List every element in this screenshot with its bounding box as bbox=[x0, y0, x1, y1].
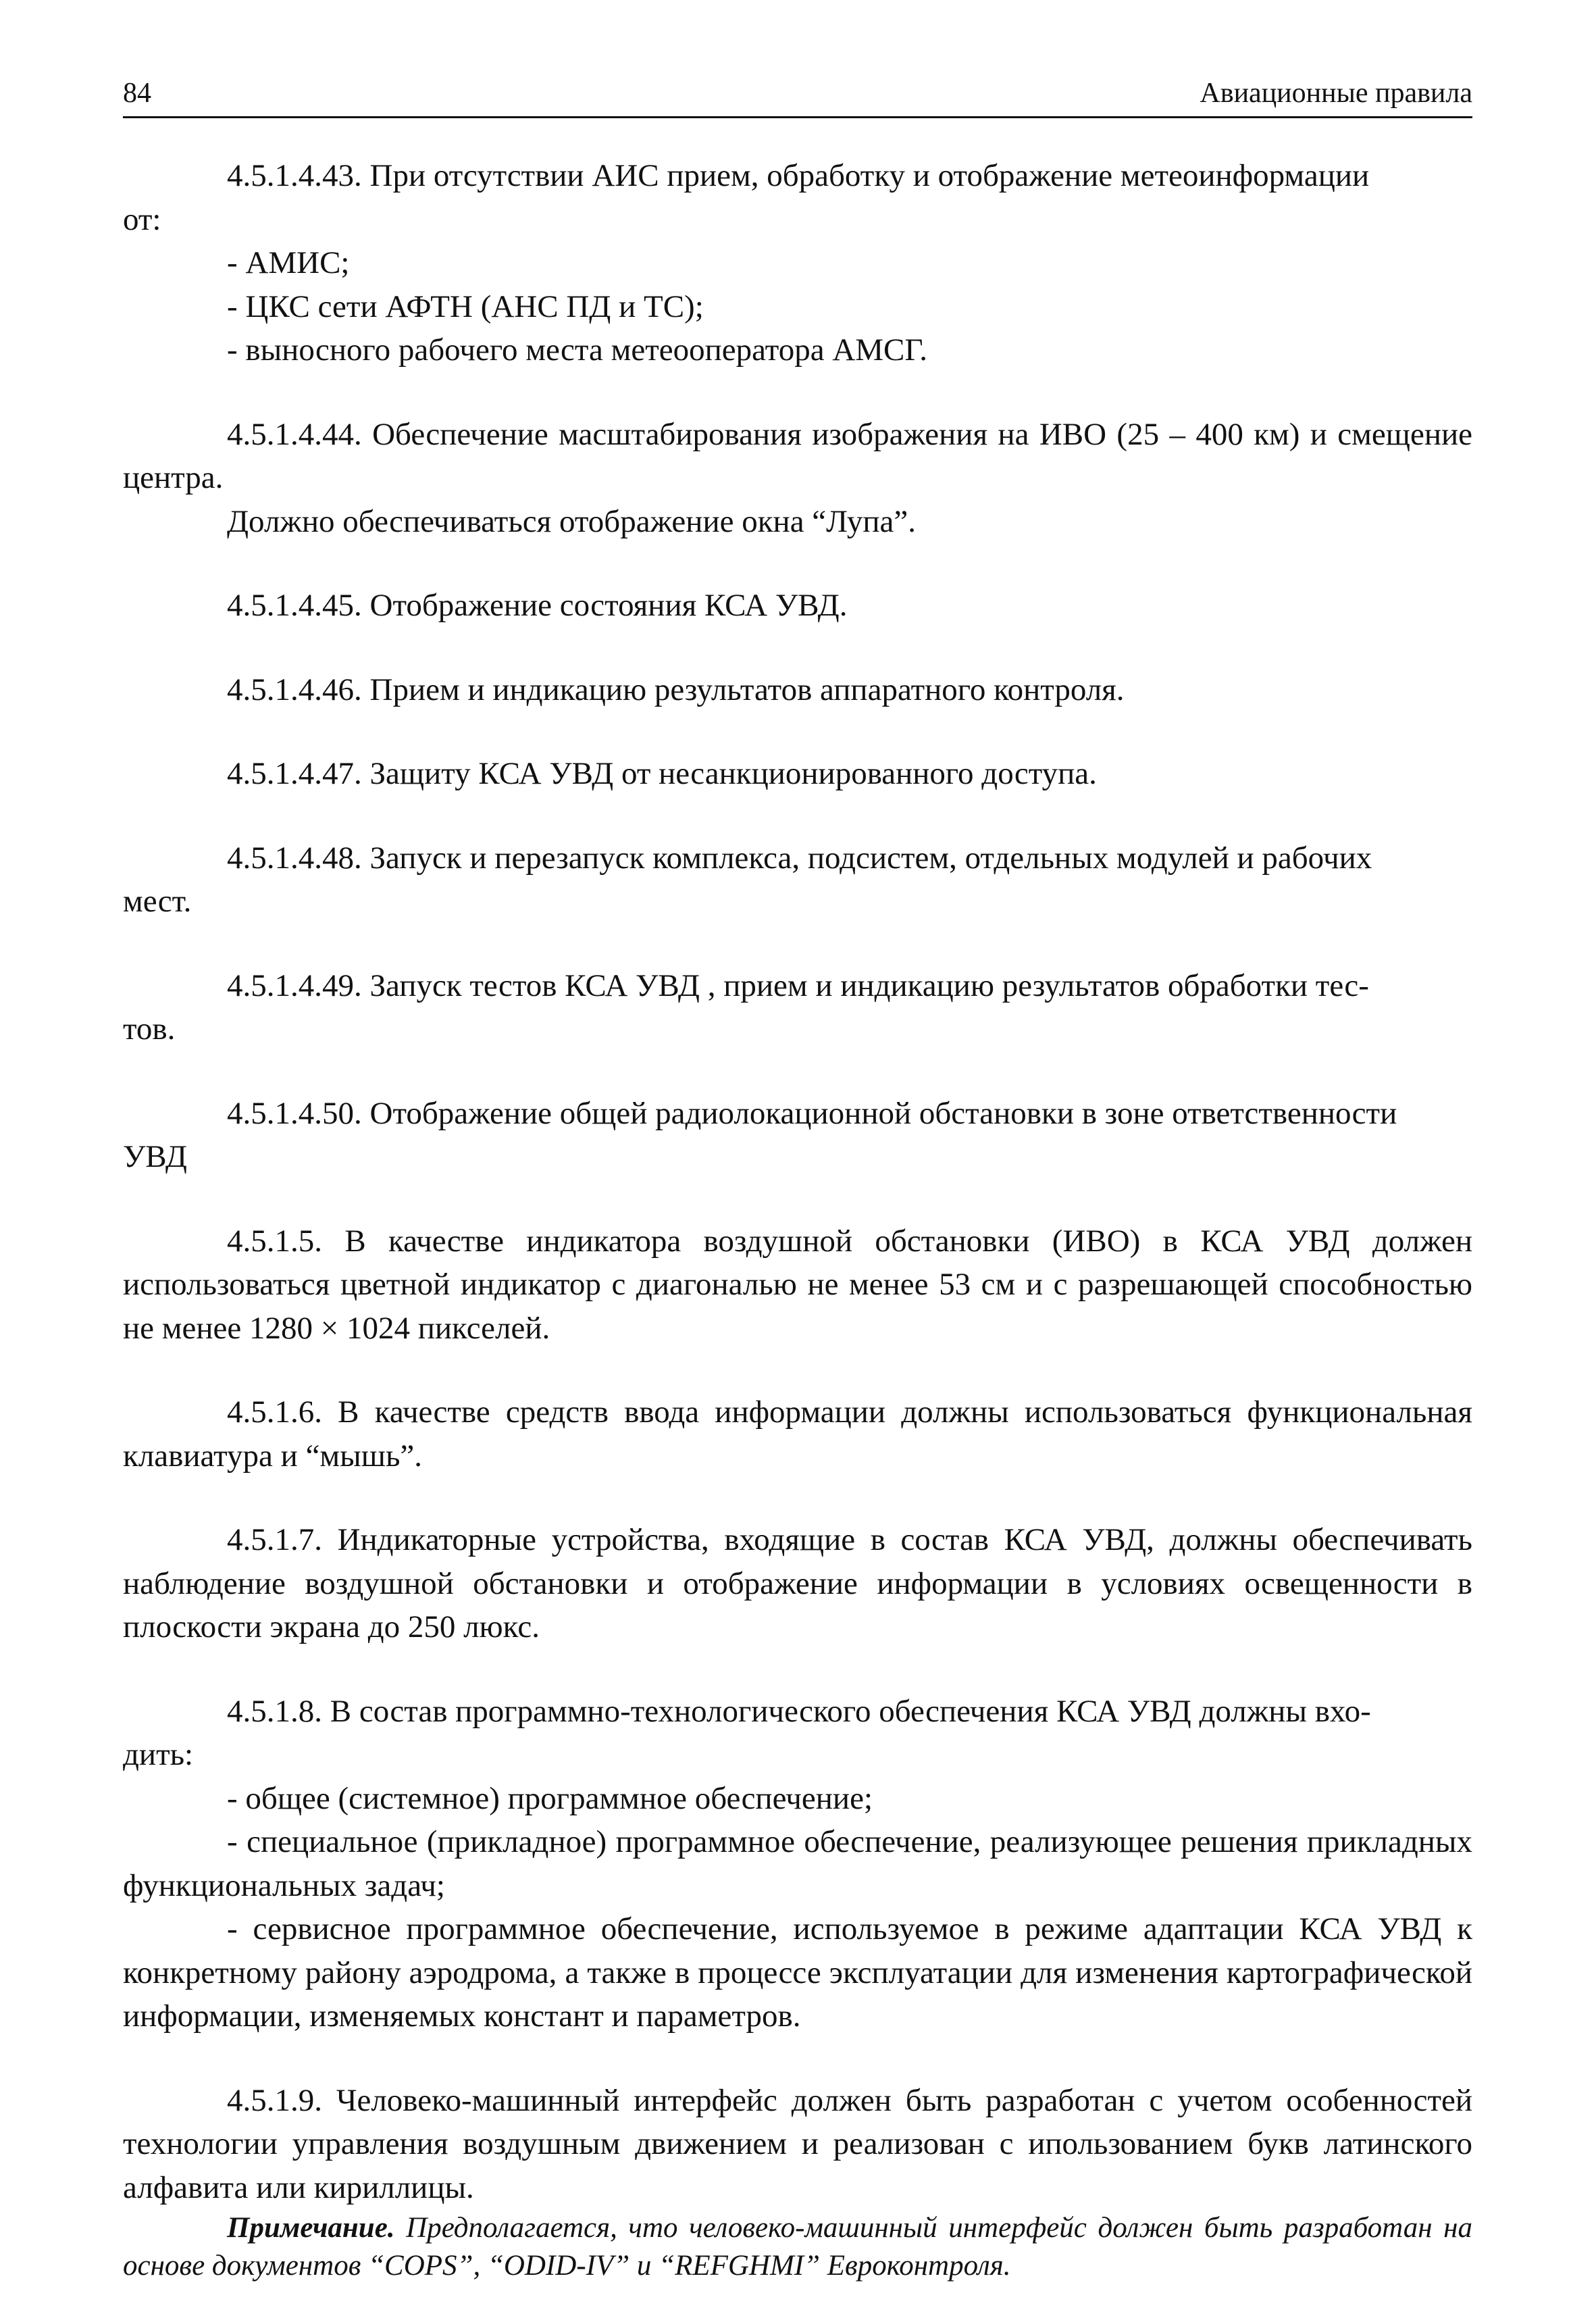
list-item: - общее (системное) программное обеспечение; bbox=[227, 1780, 873, 1816]
paragraph-4-5-1-4-49-continuation: тов. bbox=[123, 1011, 176, 1047]
page-header bbox=[123, 74, 1472, 118]
paragraph-4-5-1-4-49: 4.5.1.4.49. Запуск тестов КСА УВД , прием и индикацию результатов обработки тес- bbox=[227, 967, 1369, 1003]
paragraph-4-5-1-4-43: 4.5.1.4.43. При отсутствии АИС прием, обработку и отображение метеоинформации bbox=[227, 158, 1370, 193]
note-text: Предполагается, что человеко-машинный интерфейс должен быть разработан на основе документов “COPS”, “ODID-IV” и “REFGHMI” Евроконтроля. bbox=[123, 2212, 1473, 2282]
paragraph-4-5-1-7: 4.5.1.7. Индикаторные устройства, входящие в состав КСА УВД, должны обеспечивать наблюдение воздушной обстановки и отображение информации в условиях освещенности в плоскости экрана до 250 люкс. bbox=[123, 1522, 1472, 1644]
note bbox=[123, 2209, 1472, 2285]
paragraph-4-5-1-8: 4.5.1.8. В состав программно-технологического обеспечения КСА УВД должны вхо- bbox=[227, 1693, 1371, 1729]
paragraph-4-5-1-9: 4.5.1.9. Человеко-машинный интерфейс должен быть разработан с учетом особенностей технологии управления воздушным движением и реализован с ипользованием букв латинского алфавита или кириллицы. bbox=[123, 2082, 1472, 2205]
paragraph-4-5-1-4-47: 4.5.1.4.47. Защиту КСА УВД от несанкционированного доступа. bbox=[227, 756, 1097, 791]
list-item: - сервисное программное обеспечение, используемое в режиме адаптации КСА УВД к конкретному району аэродрома, а также в процессе эксплуатации для изменения картографической информации, изменяемых констант и параметров. bbox=[123, 1911, 1472, 2034]
list-item: - АМИС; bbox=[227, 245, 350, 280]
paragraph-4-5-1-4-45: 4.5.1.4.45. Отображение состояния КСА УВД. bbox=[227, 588, 848, 623]
paragraph-4-5-1-4-44-line2: Должно обеспечиваться отображение окна “Лупа”. bbox=[227, 503, 917, 539]
paragraph-4-5-1-4-48-continuation: мест. bbox=[123, 884, 192, 919]
paragraph-4-5-1-4-44: 4.5.1.4.44. Обеспечение масштабирования изображения на ИВО (25 – 400 км) и смещение центра. bbox=[123, 416, 1472, 495]
list-item: - специальное (прикладное) программное обеспечение, реализующее решения прикладных функциональных задач; bbox=[123, 1824, 1472, 1903]
list-item: - выносного рабочего места метеооператора АМСГ. bbox=[227, 332, 928, 368]
note-label: Примечание. bbox=[227, 2212, 395, 2244]
paragraph-4-5-1-6: 4.5.1.6. В качестве средств ввода информации должны использоваться функциональная клавиатура и “мышь”. bbox=[123, 1394, 1472, 1474]
page-body bbox=[123, 154, 1472, 2285]
paragraph-4-5-1-4-50: 4.5.1.4.50. Отображение общей радиолокационной обстановки в зоне ответственности bbox=[227, 1095, 1397, 1131]
running-title: Авиационные правила bbox=[1200, 78, 1472, 109]
paragraph-4-5-1-8-continuation: дить: bbox=[123, 1737, 194, 1772]
paragraph-4-5-1-4-48: 4.5.1.4.48. Запуск и перезапуск комплекса, подсистем, отдельных модулей и рабочих bbox=[227, 840, 1372, 876]
paragraph-4-5-1-5: 4.5.1.5. В качестве индикатора воздушной обстановки (ИВО) в КСА УВД должен использоваться цветной индикатор с диагональю не менее 53 см и с разрешающей способностью не менее 1280 × 1024 пикселей. bbox=[123, 1223, 1472, 1346]
page-number: 84 bbox=[123, 78, 151, 109]
paragraph-4-5-1-4-43-continuation: от: bbox=[123, 201, 161, 237]
list-item: - ЦКС сети АФТН (АНС ПД и ТС); bbox=[227, 288, 704, 324]
paragraph-4-5-1-4-50-continuation: УВД bbox=[123, 1139, 187, 1174]
paragraph-4-5-1-4-46: 4.5.1.4.46. Прием и индикацию результатов аппаратного контроля. bbox=[227, 672, 1125, 707]
